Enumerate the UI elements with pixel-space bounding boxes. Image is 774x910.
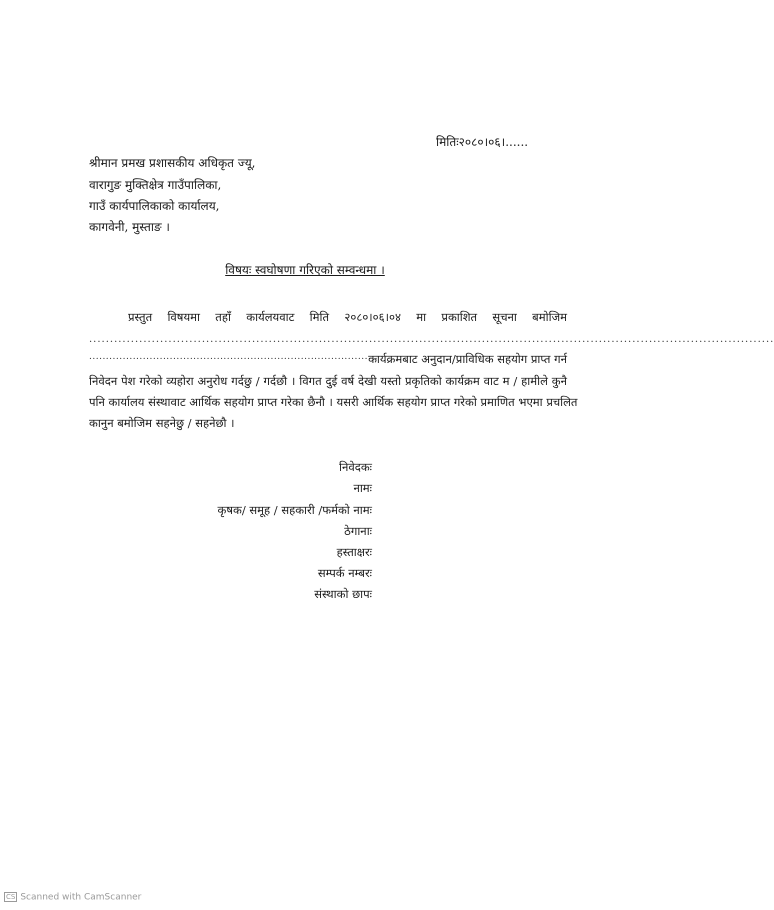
signature-label: हस्ताक्षरः [336,545,372,559]
body-line-6: कानुन बमोजिम सहनेछु / सहनेछौ । [89,416,235,430]
name-label: नामः [353,481,372,495]
subject-heading [0,261,610,278]
scanner-watermark [4,892,141,903]
contact-number-label: सम्पर्क नम्बरः [317,566,372,580]
applicant-label: निवेदकः [338,460,372,474]
body-line-5: पनि कार्यालय संस्थावाट आर्थिक सहयोग प्राप्त गरेका छैनौ । यसरी आर्थिक सहयोग प्राप्त गरेको प्रमाणित भएमा प्रचलित [89,395,578,409]
address-line-2: वारागुङ मुक्तिक्षेत्र गाउँपालिका, [89,178,222,192]
address-line-1: श्रीमान प्रमख प्रशासकीय अधिकृत ज्यू, [89,156,256,170]
camscanner-logo-icon: CS [6,893,16,901]
subject-text: विषयः स्वघोषणा गरिएको सम्वन्धमा । [225,263,385,277]
body-line-1: प्रस्तुत विषयमा तहाँ कार्यलयवाट मिति २०८०।०६।०४ मा प्रकाशित सूचना बमोजिम [128,310,567,324]
organization-stamp-label: संस्थाको छापः [314,587,372,601]
address-label: ठेगानाः [344,524,372,538]
body-line-3: कार्यक्रमबाट अनुदान/प्राविधिक सहयोग प्राप्त गर्न [368,352,567,366]
fill-in-dotted-line: .................................................................................................................................................................... [89,334,774,345]
scanner-watermark-text: Scanned with CamScanner [20,892,142,903]
fill-in-dotted-segment: ...................................................................................... [89,352,379,362]
address-line-3: गाउँ कार्यपालिकाको कार्यालय, [89,199,220,213]
address-line-4: कागवेनी, मुस्ताङ । [89,220,170,234]
farmer-group-label: कृषक/ समूह / सहकारी /फर्मको नामः [217,503,372,517]
body-line-4: निवेदन पेश गरेको व्यहोरा अनुरोध गर्दछु / गर्दछौ । विगत दुई वर्ष देखी यस्तो प्रकृतिको कार्यक्रम वाट म / हामीले कुनै [89,374,567,388]
date-line: मितिः२०८०।०६।...... [436,135,529,149]
